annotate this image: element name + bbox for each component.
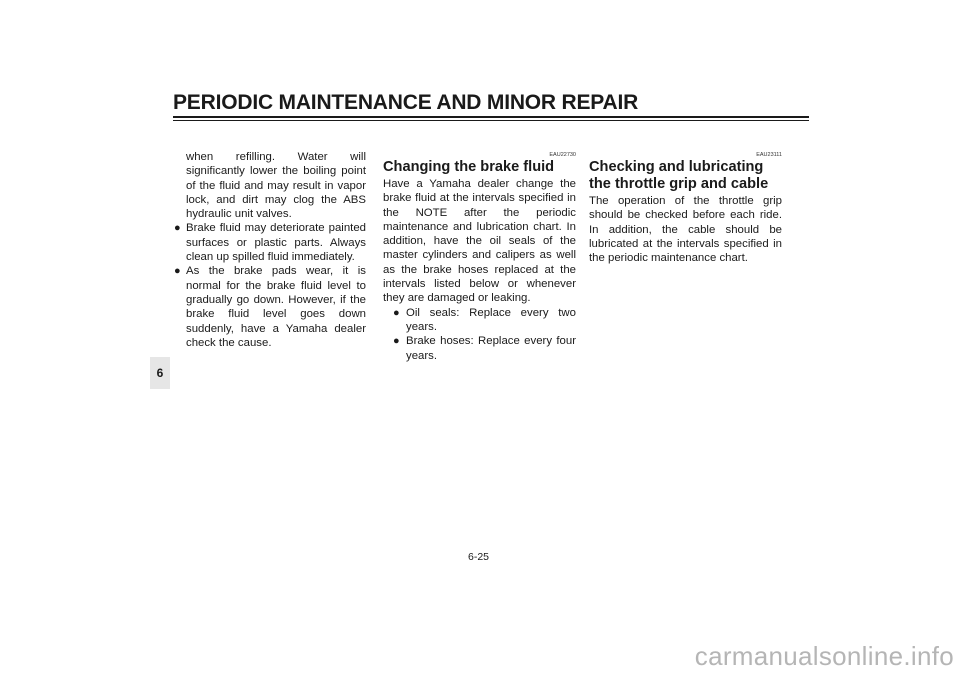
chapter-tab: 6 bbox=[150, 357, 170, 389]
section-heading-brake-fluid: Changing the brake fluid bbox=[383, 159, 555, 175]
watermark: carmanualsonline.info bbox=[694, 641, 954, 671]
bullet-icon: ● bbox=[393, 306, 400, 319]
section-code: EAU22730 bbox=[549, 152, 576, 158]
bullet-text: Brake hoses: Replace every four years. bbox=[406, 335, 576, 362]
column-1 bbox=[173, 150, 366, 350]
bullet-item bbox=[173, 221, 366, 264]
bullet-icon: ● bbox=[393, 335, 400, 348]
section-body: Have a Yamaha dealer change the brake fluid at the intervals specified in the NOTE after the periodic maintenance and lubrication chart. In addition, have the oil seals of the master cylinders and calipers as well as the brake hoses replaced at the intervals listed below or whenever they are damaged or leaking. bbox=[383, 178, 576, 305]
bullet-item bbox=[173, 264, 366, 350]
continued-paragraph: when refilling. Water will significantly lower the boiling point of the fluid and may result in vapor lock, and dirt may clog the ABS hydraulic unit valves. bbox=[186, 151, 366, 221]
bullet-item bbox=[383, 306, 576, 335]
bullet-icon: ● bbox=[174, 265, 181, 278]
section-body: The operation of the throttle grip should be checked before each ride. In addition, the cable should be lubricated at the intervals specified in the periodic maintenance chart. bbox=[589, 195, 782, 265]
header-rule-thick bbox=[173, 116, 809, 118]
column-3 bbox=[589, 150, 782, 265]
bullet-text: Brake fluid may deteriorate painted surfaces or plastic parts. Always clean up spilled fluid immediately. bbox=[186, 222, 366, 264]
bullet-icon: ● bbox=[174, 222, 181, 235]
column-2 bbox=[383, 150, 576, 363]
bullet-item bbox=[383, 334, 576, 363]
page-number: 6-25 bbox=[468, 551, 490, 563]
section-code: EAU23111 bbox=[756, 152, 782, 158]
section-heading-throttle: Checking and lubricating the throttle grip and cable bbox=[589, 159, 769, 192]
page-header-title: PERIODIC MAINTENANCE AND MINOR REPAIR bbox=[173, 91, 639, 114]
header-rule-thin bbox=[173, 120, 809, 121]
bullet-text: Oil seals: Replace every two years. bbox=[406, 306, 576, 333]
bullet-text: As the brake pads wear, it is normal for the brake fluid level to gradually go down. However, if the brake fluid level goes down suddenly, have a Yamaha dealer check the cause. bbox=[186, 265, 366, 349]
